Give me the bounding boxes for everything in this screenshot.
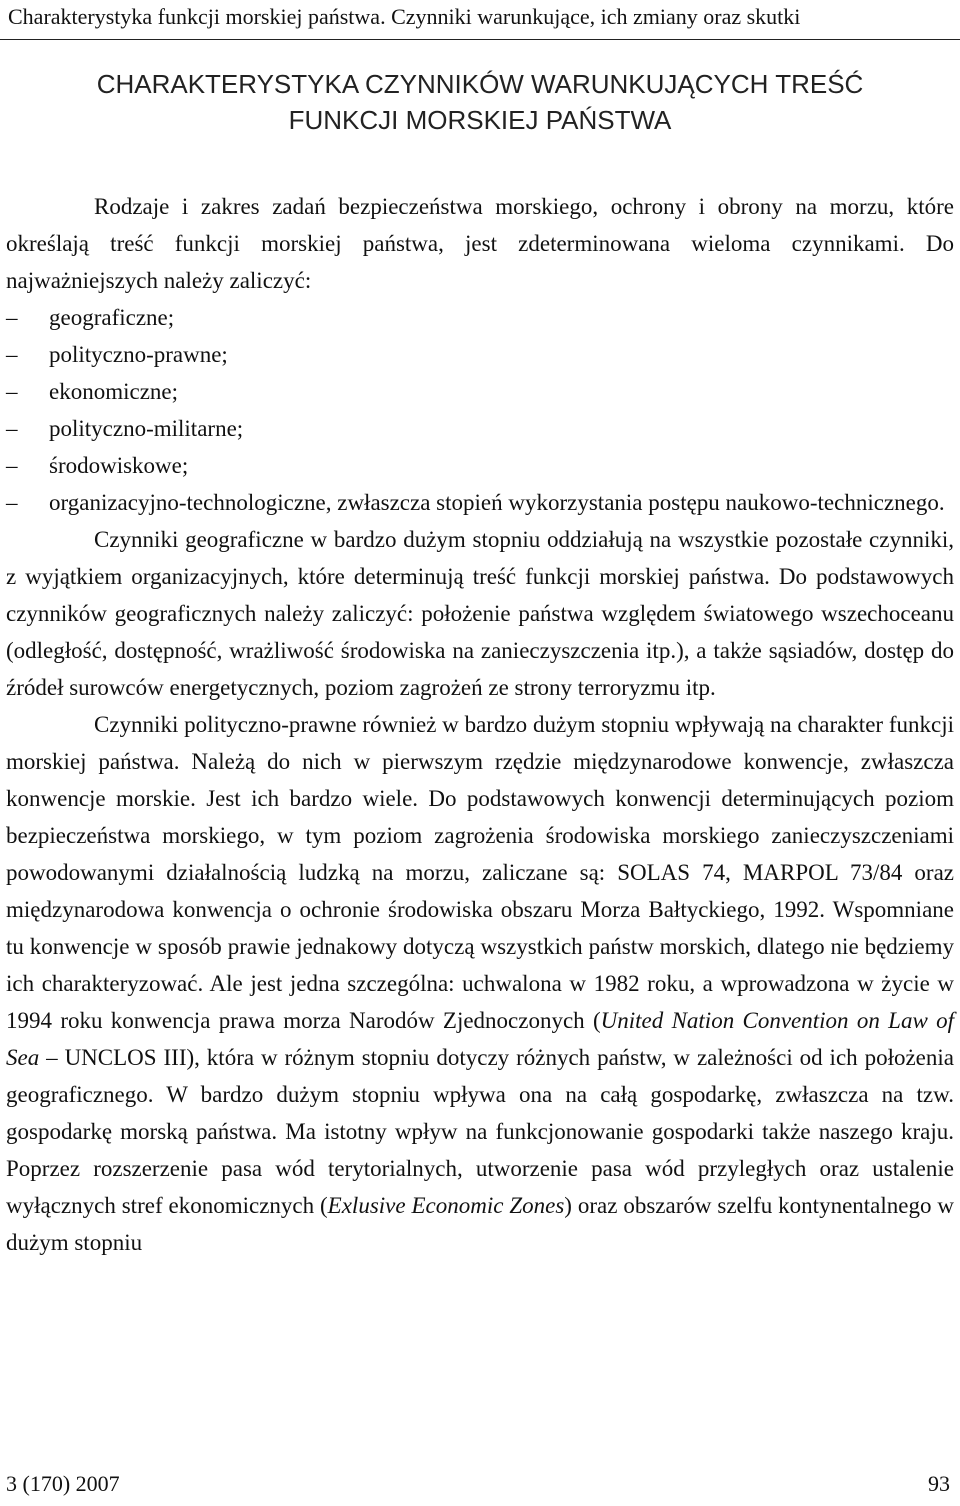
body-text [6, 188, 954, 1261]
running-header [0, 0, 960, 40]
list-item: – ekonomiczne; [6, 373, 954, 410]
dash-bullet: – [6, 305, 18, 330]
list-item: – organizacyjno-technologiczne, zwłaszcza stopień wykorzystania postępu naukowo-technicznego. [6, 484, 954, 521]
dash-bullet: – [6, 416, 18, 441]
dash-bullet: – [6, 453, 18, 478]
page-number: 93 [928, 1471, 950, 1496]
list-item: – środowiskowe; [6, 447, 954, 484]
geographic-factors-paragraph: Czynniki geograficzne w bardzo dużym stopniu oddziałują na wszystkie pozostałe czynniki, z wyjątkiem organizacyjnych, które determinują treść funkcji morskiej państwa. Do podstawowych czynników geograficznych należy zaliczyć: położenie państwa względem światowego wszechoceanu (odległość, dostępność, wrażliwość środowiska na zanieczyszczenia itp.), a także sąsiadów, dostęp do źródeł surowców energetycznych, poziom zagrożeń ze strony terroryzmu itp. [6, 527, 954, 700]
section-title [0, 66, 960, 138]
issue-number: 3 (170) 2007 [6, 1471, 120, 1496]
page-footer [0, 1466, 960, 1502]
factors-list [6, 299, 954, 521]
list-item: – polityczno-militarne; [6, 410, 954, 447]
list-item: – geograficzne; [6, 299, 954, 336]
dash-bullet: – [6, 342, 18, 367]
intro-paragraph: Rodzaje i zakres zadań bezpieczeństwa morskiego, ochrony i obrony na morzu, które określają treść funkcji morskiej państwa, jest zdeterminowana wieloma czynnikami. Do najważniejszych należy zaliczyć: [6, 194, 954, 293]
eez-name-italic: Exlusive Economic Zones [327, 1193, 565, 1218]
running-title: Charakterystyka funkcji morskiej państwa. Czynniki warunkujące, ich zmiany oraz skutki [8, 4, 801, 29]
dash-bullet: – [6, 490, 18, 515]
dash-bullet: – [6, 379, 18, 404]
list-item: – polityczno-prawne; [6, 336, 954, 373]
unclos-name-italic: United Nation Convention on Law of Sea [6, 1008, 954, 1070]
section-title-line-1: CHARAKTERYSTYKA CZYNNIKÓW WARUNKUJĄCYCH TREŚĆ [96, 69, 864, 99]
political-legal-factors-paragraph: Czynniki polityczno-prawne również w bardzo dużym stopniu wpływają na charakter funkcji morskiej państwa. Należą do nich w pierwszym rzędzie międzynarodowe konwencje, zwłaszcza konwencje morskie. Jest ich bardzo wiele. Do podstawowych konwencji determinujących poziom bezpieczeństwa morskiego, w tym poziom zagrożenia środowiska morskiego zanieczyszczeniami powodowanymi działalnością ludzką na morzu, zaliczane są: SOLAS 74, MARPOL 73/84 oraz międzynarodowa konwencja o ochronie środowiska obszaru Morza Bałtyckiego, 1992. Wspomniane tu konwencje w sposób prawie jednakowy dotyczą wszystkich państw morskich, dlatego nie będziemy ich charakteryzować. Ale jest jedna szczególna: uchwalona w 1982 roku, a wprowadzona w życie w 1994 roku konwencja prawa morza Narodów Zjednoczonych (United Nation Convention on Law of Sea – UNCLOS III), która w różnym stopniu dotyczy różnych państw, w zależności od ich położenia geograficznego. W bardzo dużym stopniu wpływa ona na całą gospodarkę, zwłaszcza na tzw. gospodarkę morską państwa. Ma istotny wpływ na funkcjonowanie gospodarki także naszego kraju. Poprzez rozszerzenie pasa wód terytorialnych, utworzenie pasa wód przyległych oraz ustalenie wyłącznych stref ekonomicznych (Exlusive Economic Zones) oraz obszarów szelfu kontynentalnego w dużym stopniu [6, 712, 954, 1255]
section-title-line-2: FUNKCJI MORSKIEJ PAŃSTWA [288, 105, 672, 135]
